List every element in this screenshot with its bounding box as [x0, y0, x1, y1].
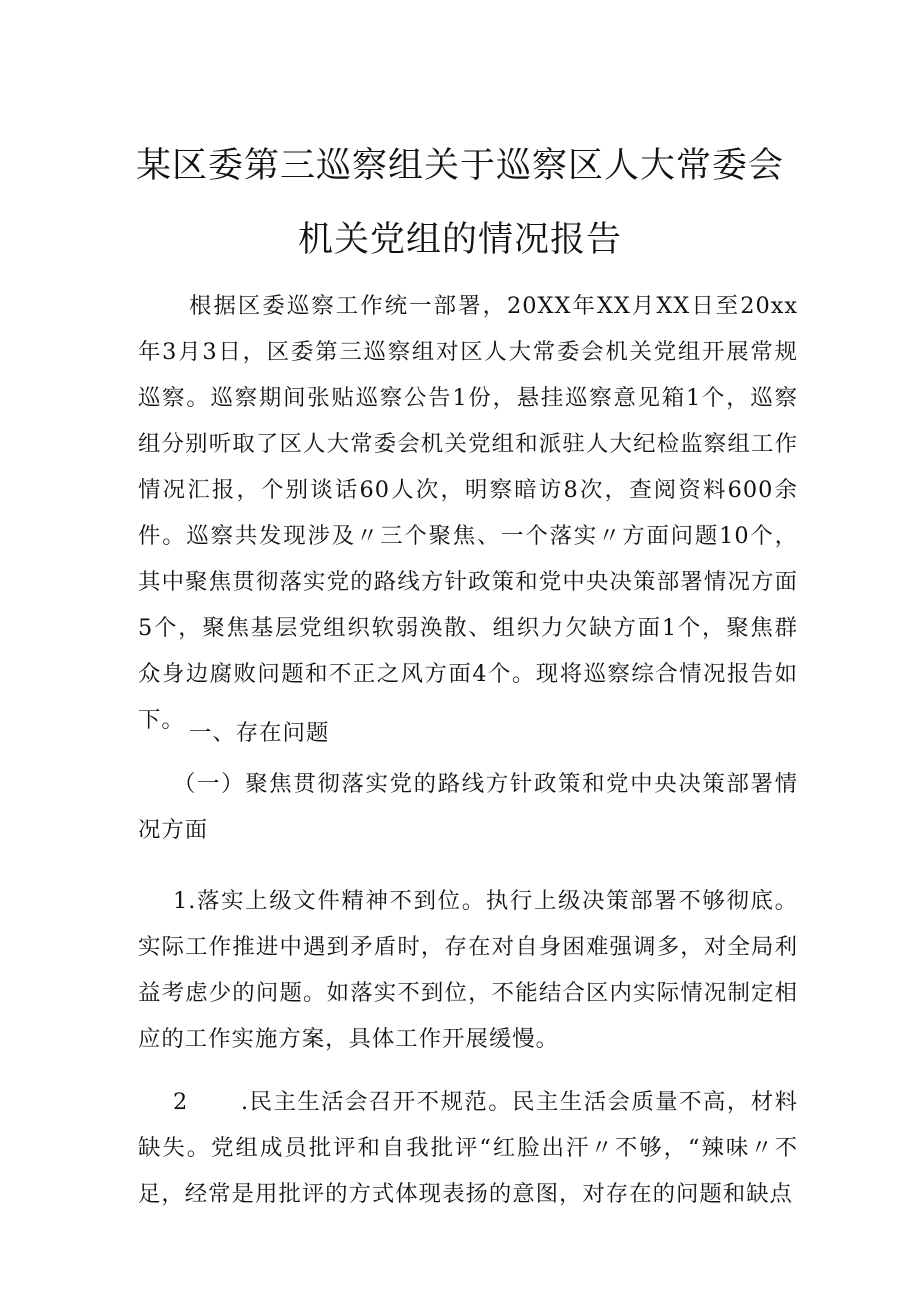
subsection-heading-1: （一）聚焦贯彻落实党的路线方针政策和党中央决策部署情况方面 — [138, 771, 798, 843]
problem-item-2-number: 2 — [173, 1089, 189, 1115]
intro-paragraph: 根据区委巡察工作统一部署，20XX年XX月XX日至20xx年3月3日，区委第三巡察组对区人大常委会机关党组开展常规巡察。巡察期间张贴巡察公告1份，悬挂巡察意见箱1个，巡察组分别听取了区人大常委会机关党组和派驻人大纪检监察组工作情况汇报，个别谈话60人次，明察暗访8次，查阅资料600余件。巡察共发现涉及〃三个聚焦、一个落实〃方面问题10个，其中聚焦贯彻落实党的路线方针政策和党中央决策部署情况方面5个，聚焦基层党组织软弱涣散、组织力欠缺方面1个，聚焦群众身边腐败问题和不正之风方面4个。现将巡察综合情况报告如下。 — [138, 293, 798, 733]
section-heading-existing-problems: 一、存在问题 — [189, 720, 330, 746]
problem-item-1: 1.落实上级文件精神不到位。执行上级决策部署不够彻底。实际工作推进中遇到矛盾时，存在对自身困难强调多，对全局利益考虑少的问题。如落实不到位，不能结合区内实际情况制定相应的工作实施方案，具体工作开展缓慢。 — [138, 888, 798, 1052]
report-title-line-2: 机关党组的情况报告 — [297, 220, 622, 260]
problem-item-2 — [138, 1079, 798, 1217]
report-title-line-1: 某区委第三巡察组关于巡察区人大常委会 — [135, 146, 784, 186]
problem-item-2-text: .民主生活会召开不规范。民主生活会质量不高，材料缺失。党组成员批评和自我批评“红脸出汗〃不够，“辣味〃不足，经常是用批评的方式体现表扬的意图，对存在的问题和缺点 — [138, 1089, 798, 1207]
